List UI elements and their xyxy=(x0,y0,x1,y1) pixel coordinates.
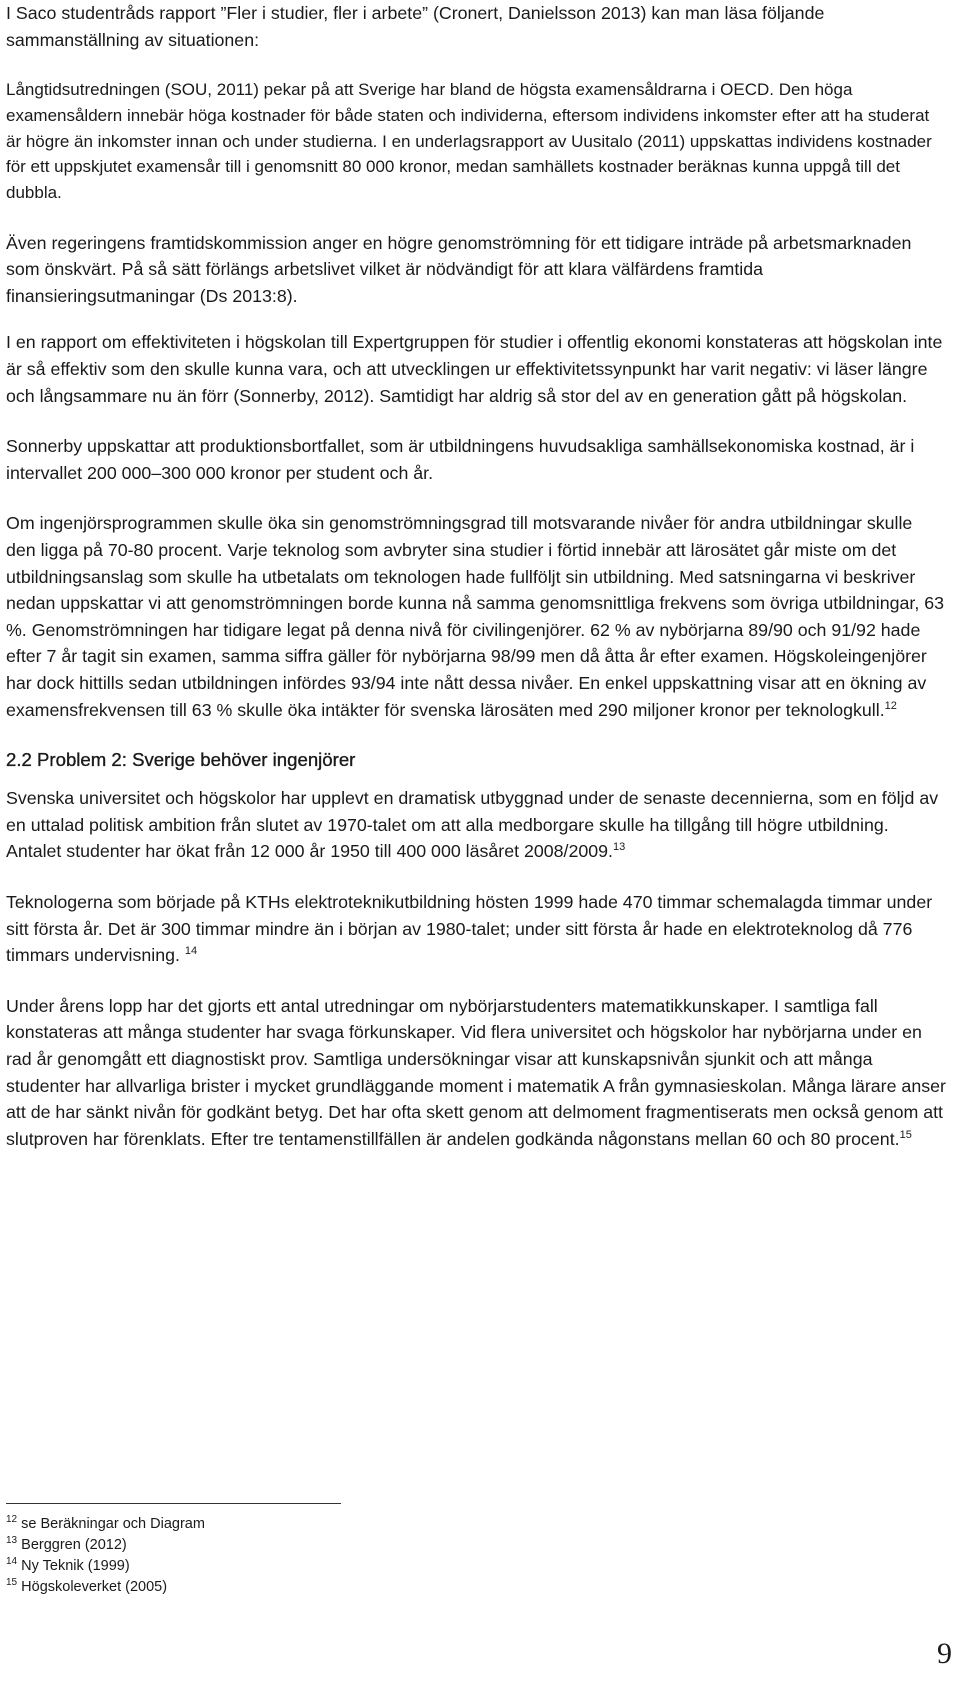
footnote-number: 14 xyxy=(6,1556,18,1568)
quote-paragraph-1: Långtidsutredningen (SOU, 2011) pekar på att Sverige har bland de högsta examensåldrarna i OECD. Den höga examensåldern innebär höga kostnader för både staten och individerna, eftersom individens inkomster efter att ha studerat är högre än inkomster innan och under studierna. I en underlagsrapport av Uusitalo (2011) uppskattas individens kostnader för ett uppskjutet examensår till i genomsnitt 80 000 kronor, medan samhällets kostnader beräknas kunna uppgå till det dubbla. xyxy=(6,80,932,202)
throughput-paragraph xyxy=(6,510,946,723)
expansion-text: Svenska universitet och högskolor har upplevt en dramatisk utbyggnad under de senaste decennierna, som en följd av en uttalad politisk ambition från slutet av 1970-talet om att alla medborgare skulle ha tillgång till högre utbildning. Antalet studenter har ökat från 12 000 år 1950 till 400 000 läsåret 2008/2009. xyxy=(6,788,939,862)
footnotes xyxy=(6,1514,205,1598)
throughput-text: Om ingenjörsprogrammen skulle öka sin genomströmningsgrad till motsvarande nivåer för andra utbildningar skulle den ligga på 70-80 procent. Varje teknolog som avbryter sina studier i förtid innebär att lärosätet går miste om det utbildningsanslag som skulle ha utbetalats om teknologen hade fullföljt sin utbildning. Med satsningarna vi beskriver nedan uppskattar vi att genomströmningen borde kunna nå samma genomsnittliga frekvens som övriga utbildningar, 63 %. Genomströmningen har tidigare legat på denna nivå för civilingenjörer. 62 % av nybörjarna 89/90 och 91/92 hade efter 7 år tagit sin examen, samma siffra gäller för nybörjarna 98/99 men då åtta år efter examen. Högskoleingenjörer har dock hittills sedan utbildningen infördes 93/94 inte nått dessa nivåer. En enkel uppskattning visar att en ökning av examensfrekvensen till 63 % skulle öka intäkter för svenska lärosäten med 290 miljoner kronor per teknologkull. xyxy=(6,513,945,720)
intro-paragraph: I Saco studentråds rapport ”Fler i studier, fler i arbete” (Cronert, Danielsson 2013) kan man läsa följande sammanställning av situationen: xyxy=(6,3,825,50)
page-number: 9 xyxy=(937,1637,952,1670)
document-page xyxy=(6,0,946,1152)
footnote-divider xyxy=(6,1503,341,1504)
footnote-number: 13 xyxy=(6,1535,18,1547)
footnote-ref-13: 13 xyxy=(612,841,626,854)
footnote-number: 15 xyxy=(6,1577,18,1589)
quote-paragraph-2: Även regeringens framtidskommission anger en högre genomströmning för ett tidigare inträde på arbetsmarknaden som önskvärt. På så sätt förlängs arbetslivet vilket är nödvändigt för att klara välfärdens framtida finansieringsutmaningar (Ds 2013:8). xyxy=(6,232,912,306)
footnote-item xyxy=(6,1577,205,1598)
footnote-text: Berggren (2012) xyxy=(21,1537,127,1553)
footnote-text: Ny Teknik (1999) xyxy=(21,1558,130,1574)
footnote-text: se Beräkningar och Diagram xyxy=(21,1516,205,1532)
math-skills-paragraph xyxy=(6,993,946,1153)
math-skills-text: Under årens lopp har det gjorts ett antal utredningar om nybörjarstudenters matematikkunskaper. I samtliga fall konstateras att många studenter har svaga förkunskaper. Vid flera universitet och högskolor har nybörjarna under en rad år genomgått ett diagnostiskt prov. Samtliga undersökningar visar att kunskapsnivån sjunkit och att många studenter har allvarliga brister i mycket grundläggande moment i matematik A från gymnasieskolan. Många lärare anser att de har sänkt nivån för godkänt betyg. Det har ofta skett genom att delmoment fragmentiserats men också genom att slutproven har förenklats. Efter tre tentamenstillfällen är andelen godkända någonstans mellan 60 och 80 procent. xyxy=(6,995,946,1149)
footnote-ref-12: 12 xyxy=(884,699,897,712)
kth-text: Teknologerna som började på KTHs elektroteknikutbildning hösten 1999 hade 470 timmar schemalagda timmar under sitt första år. Det är 300 timmar mindre än i början av 1980-talet; under sitt första år hade en elektroteknolog då 776 timmars undervisning. xyxy=(6,891,933,966)
footnote-number: 12 xyxy=(6,1514,18,1526)
footnote-ref-15: 15 xyxy=(899,1128,912,1141)
footnote-item xyxy=(6,1514,205,1535)
footnote-text: Högskoleverket (2005) xyxy=(21,1579,168,1595)
footnote-ref-14: 14 xyxy=(184,945,198,958)
footnote-item xyxy=(6,1535,205,1556)
footnote-item xyxy=(6,1556,205,1577)
kth-paragraph xyxy=(6,889,946,969)
efficiency-paragraph: I en rapport om effektiviteten i högskolan till Expertgruppen för studier i offentlig ekonomi konstateras att högskolan inte är så effektiv som den skulle kunna vara, och att utvecklingen ur effektivitetssynpunkt har varit negativ: vi läser längre och långsammare nu än förr (Sonnerby, 2012). Samtidigt har aldrig så stor del av en generation gått på högskolan. xyxy=(6,332,943,406)
sonnerby-paragraph: Sonnerby uppskattar att produktionsbortfallet, som är utbildningens huvudsakliga samhällsekonomiska kostnad, är i intervallet 200 000–300 000 kronor per student och år. xyxy=(6,436,915,483)
expansion-paragraph xyxy=(6,785,946,865)
section-heading: 2.2 Problem 2: Sverige behöver ingenjörer xyxy=(6,749,356,771)
